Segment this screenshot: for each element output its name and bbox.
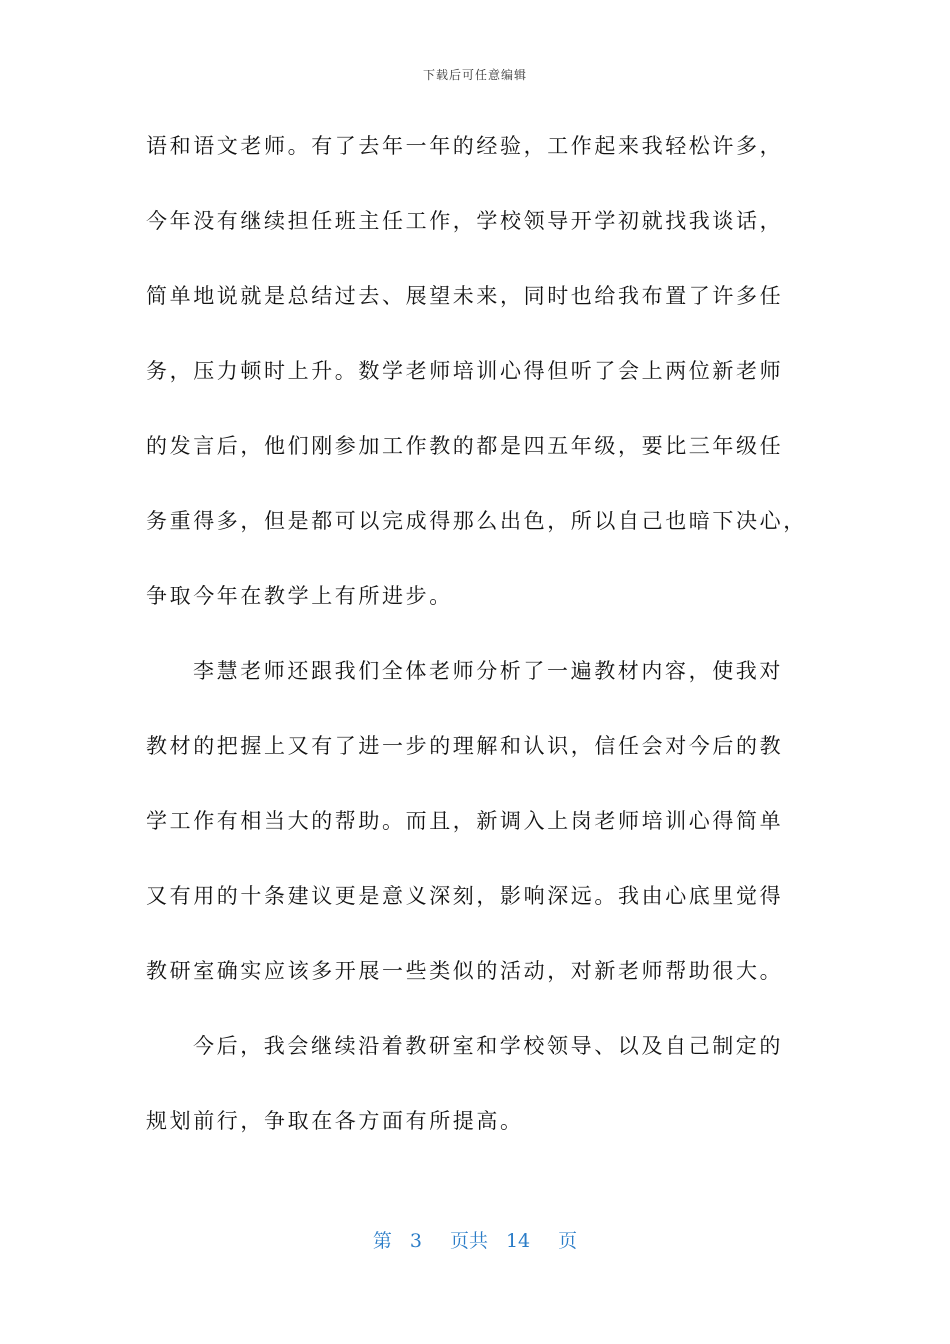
paragraph-line: 的发言后，他们刚参加工作教的都是四五年级，要比三年级任 (146, 434, 784, 458)
paragraph-line: 教研室确实应该多开展一些类似的活动，对新老师帮助很大。 (146, 959, 784, 983)
paragraph-line: 又有用的十条建议更是意义深刻，影响深远。我由心底里觉得 (146, 884, 784, 908)
paragraph-line: 学工作有相当大的帮助。而且，新调入上岗老师培训心得简单 (146, 809, 784, 833)
page-footer (0, 1226, 950, 1253)
paragraph-3 (146, 1026, 806, 1176)
paragraph-line: 语和语文老师。有了去年一年的经验，工作起来我轻松许多， (146, 134, 784, 158)
paragraph-line: 规划前行，争取在各方面有所提高。 (146, 1109, 524, 1133)
paragraph-line: 教材的把握上又有了进一步的理解和认识，信任会对今后的教 (146, 734, 784, 758)
footer-page-number: 3 (409, 1230, 422, 1252)
document-body (146, 126, 806, 1176)
paragraph-line: 务，压力顿时上升。数学老师培训心得但听了会上两位新老师 (146, 359, 784, 383)
paragraph-line: 务重得多，但是都可以完成得那么出色，所以自己也暗下决心， (146, 509, 807, 533)
footer-middle: 页共 (449, 1230, 488, 1252)
paragraph-2 (146, 651, 806, 1026)
paragraph-line: 今后，我会继续沿着教研室和学校领导、以及自己制定的 (193, 1034, 783, 1058)
page-header: 下载后可任意编辑 (422, 68, 527, 82)
paragraph-line: 李慧老师还跟我们全体老师分析了一遍教材内容，使我对 (193, 659, 783, 683)
paragraph-line: 简单地说就是总结过去、展望未来，同时也给我布置了许多任 (146, 284, 784, 308)
footer-suffix: 页 (558, 1230, 578, 1252)
paragraph-line: 争取今年在教学上有所进步。 (146, 584, 453, 608)
footer-prefix: 第 (372, 1230, 392, 1252)
paragraph-line: 今年没有继续担任班主任工作，学校领导开学初就找我谈话， (146, 209, 784, 233)
paragraph-1 (146, 126, 806, 651)
footer-total-pages: 14 (505, 1230, 531, 1252)
